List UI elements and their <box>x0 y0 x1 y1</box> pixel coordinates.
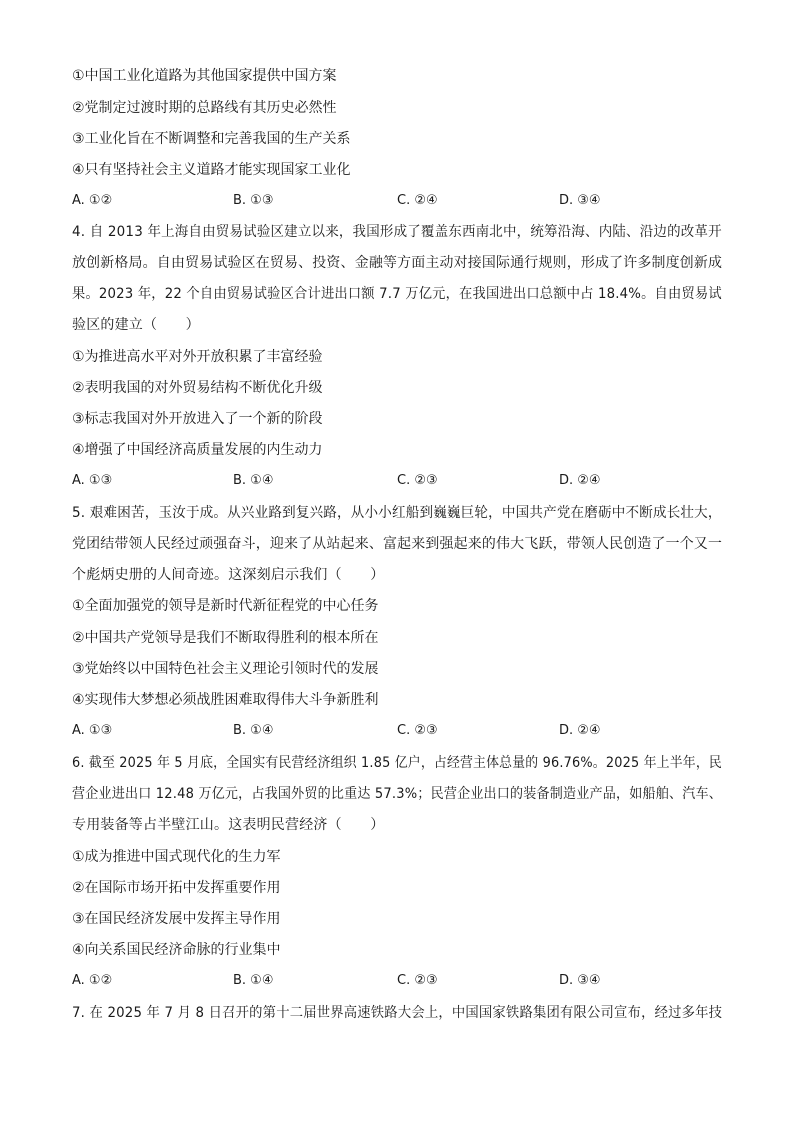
q4-option-b: B. ①④ <box>233 473 274 488</box>
q5-item-2: ②中国共产党领导是我们不断取得胜利的根本所在 <box>72 630 379 646</box>
q3-item-4: ④只有坚持社会主义道路才能实现国家工业化 <box>72 162 351 178</box>
q6-stem-line-3: 专用装备等占半壁江山。这表明民营经济（ ） <box>72 817 385 833</box>
q5-item-3: ③党始终以中国特色社会主义理论引领时代的发展 <box>72 661 379 677</box>
q4-stem-line-2: 放创新格局。自由贸易试验区在贸易、投资、金融等方面主动对接国际通行规则，形成了许多制度创新成 <box>72 255 723 271</box>
q5-options <box>72 721 712 741</box>
q6-option-d: D. ③④ <box>559 973 601 988</box>
q6-option-b: B. ①④ <box>233 973 274 988</box>
q4-stem-line-3: 果。2023 年，22 个自由贸易试验区合计进出口额 7.7 万亿元，在我国进出口总额中占 18.4%。自由贸易试 <box>72 286 722 302</box>
q3-options <box>72 191 712 211</box>
q3-item-1: ①中国工业化道路为其他国家提供中国方案 <box>72 68 337 84</box>
q3-option-c: C. ②④ <box>397 193 438 208</box>
q3-option-d: D. ③④ <box>559 193 601 208</box>
q6-stem-line-2: 营企业进出口 12.48 万亿元，占我国外贸的比重达 57.3%；民营企业出口的装备制造业产品，如船舶、汽车、 <box>72 786 722 802</box>
q4-item-1: ①为推进高水平对外开放积累了丰富经验 <box>72 349 323 365</box>
q5-option-b: B. ①④ <box>233 723 274 738</box>
q6-item-2: ②在国际市场开拓中发挥重要作用 <box>72 880 281 896</box>
q4-option-a: A. ①③ <box>72 473 113 488</box>
q4-item-2: ②表明我国的对外贸易结构不断优化升级 <box>72 380 323 396</box>
q3-item-2: ②党制定过渡时期的总路线有其历史必然性 <box>72 100 337 116</box>
q5-option-d: D. ②④ <box>559 723 601 738</box>
q6-option-c: C. ②③ <box>397 973 438 988</box>
q5-item-1: ①全面加强党的领导是新时代新征程党的中心任务 <box>72 598 379 614</box>
q4-option-c: C. ②③ <box>397 473 438 488</box>
q3-option-a: A. ①② <box>72 193 113 208</box>
q6-item-3: ③在国民经济发展中发挥主导作用 <box>72 911 281 927</box>
q5-stem-line-2: 党团结带领人民经过顽强奋斗，迎来了从站起来、富起来到强起来的伟大飞跃，带领人民创造了一个又一 <box>72 536 723 552</box>
q4-item-4: ④增强了中国经济高质量发展的内生动力 <box>72 442 323 458</box>
q5-stem-line-3: 个彪炳史册的人间奇迹。这深刻启示我们（ ） <box>72 567 385 583</box>
q6-item-4: ④向关系国民经济命脉的行业集中 <box>72 942 281 958</box>
q4-options <box>72 471 712 491</box>
q4-stem-line-4: 验区的建立（ ） <box>72 317 200 333</box>
q4-option-d: D. ②④ <box>559 473 601 488</box>
q4-item-3: ③标志我国对外开放进入了一个新的阶段 <box>72 411 323 427</box>
q7-stem-line-1: 7. 在 2025 年 7 月 8 日召开的第十二届世界高速铁路大会上，中国国家铁路集团有限公司宣布，经过多年技 <box>72 1005 723 1021</box>
q6-option-a: A. ①② <box>72 973 113 988</box>
q6-stem-line-1: 6. 截至 2025 年 5 月底，全国实有民营经济组织 1.85 亿户，占经营主体总量的 96.76%。2025 年上半年，民 <box>72 755 722 771</box>
q4-stem-line-1: 4. 自 2013 年上海自由贸易试验区建立以来，我国形成了覆盖东西南北中，统筹沿海、内陆、沿边的改革开 <box>72 224 722 240</box>
q5-option-a: A. ①③ <box>72 723 113 738</box>
q5-stem-line-1: 5. 艰难困苦，玉汝于成。从兴业路到复兴路，从小小红船到巍巍巨轮，中国共产党在磨砺中不断成长壮大， <box>72 505 722 521</box>
q3-item-3: ③工业化旨在不断调整和完善我国的生产关系 <box>72 131 351 147</box>
q6-options <box>72 971 712 991</box>
q5-item-4: ④实现伟大梦想必须战胜困难取得伟大斗争新胜利 <box>72 692 379 708</box>
q6-item-1: ①成为推进中国式现代化的生力军 <box>72 849 281 865</box>
q3-option-b: B. ①③ <box>233 193 274 208</box>
q5-option-c: C. ②③ <box>397 723 438 738</box>
